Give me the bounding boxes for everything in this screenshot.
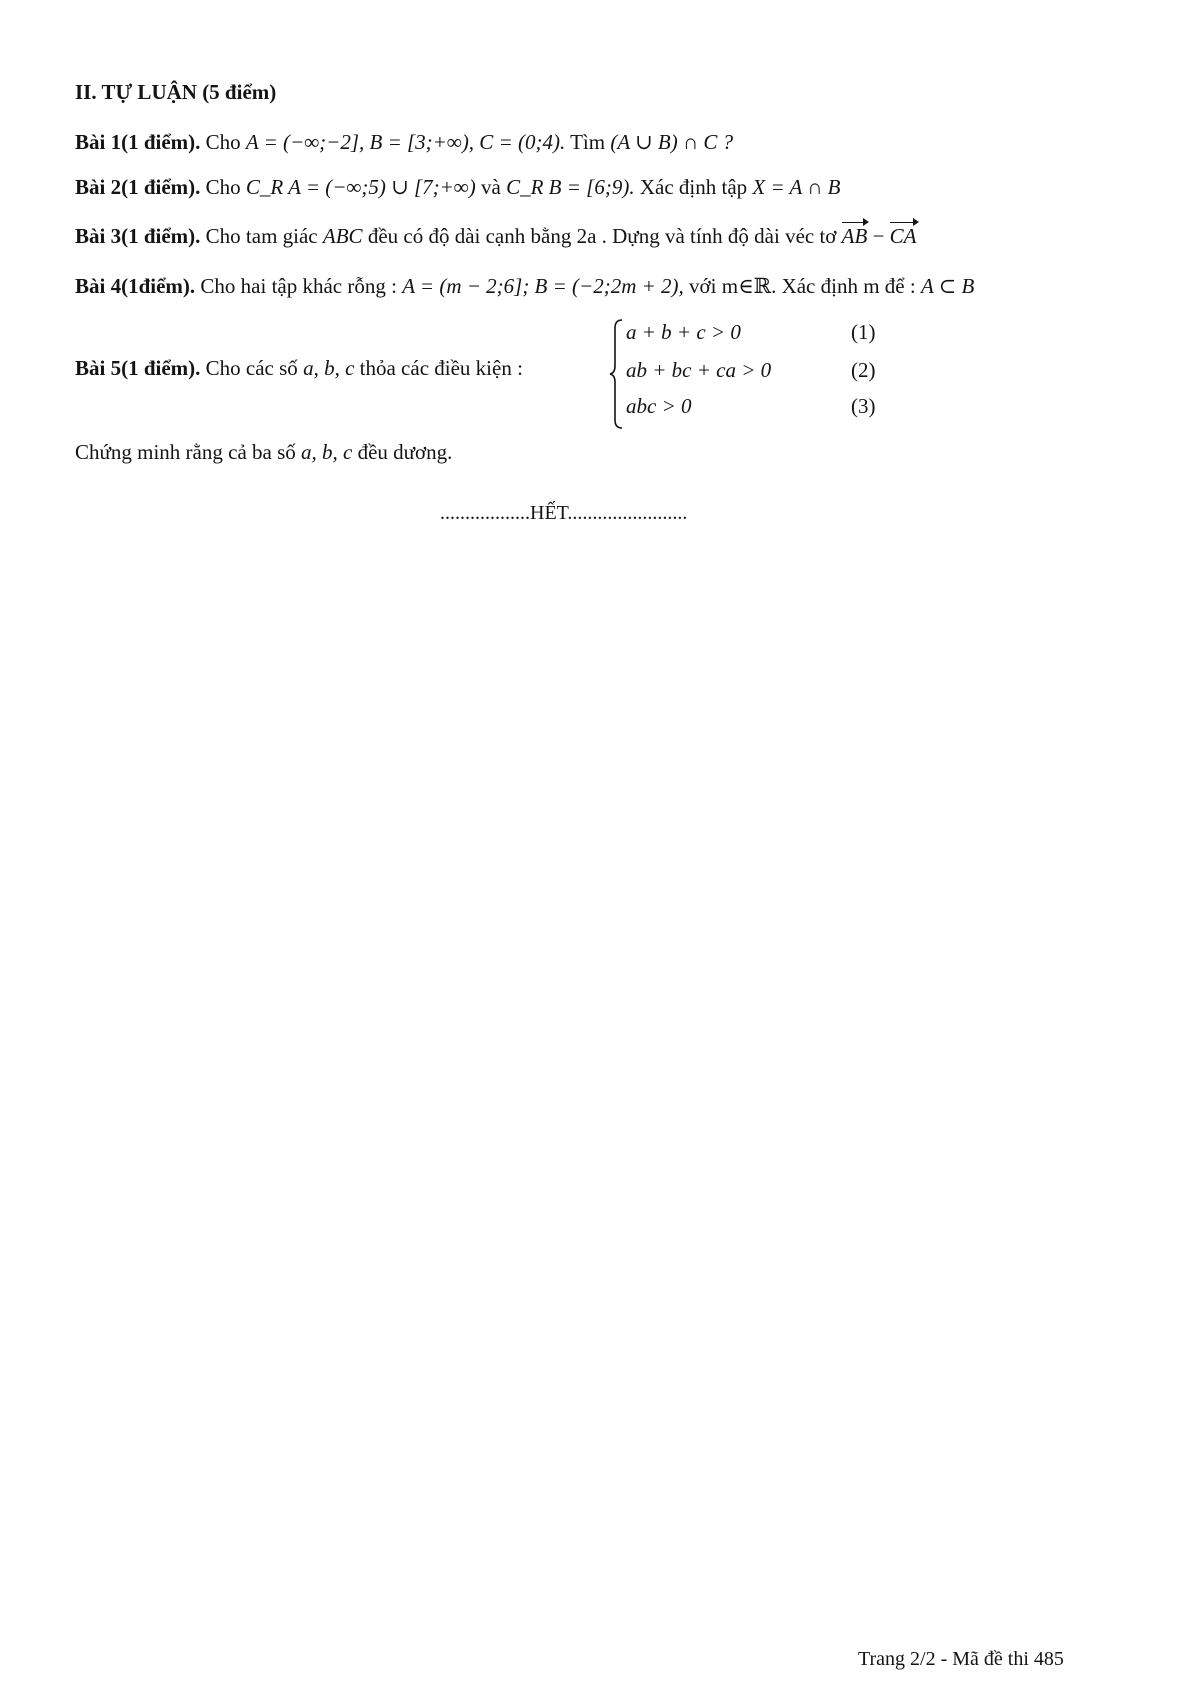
conclusion-text: Chứng minh rằng cả ba số [75, 440, 296, 464]
problem-4-condition: với m∈ℝ. Xác định m để : [689, 274, 916, 298]
problem-4-label: Bài 4(1điểm). [75, 274, 196, 298]
problem-2-complement-a: C_R A = (−∞;5) ∪ [7;+∞) [245, 175, 476, 199]
problem-2-expression: X = A ∩ B [752, 175, 841, 199]
problem-3-description: đều có độ dài cạnh bằng 2a . Dựng và tính độ dài véc tơ [367, 224, 837, 248]
problem-3-text: Cho tam giác [205, 224, 318, 248]
problem-3 [75, 222, 917, 249]
minus-sign: − [872, 224, 885, 248]
problem-2-label: Bài 2(1 điểm). [75, 175, 201, 199]
vector-ca: CA [889, 224, 917, 248]
problem-1-text: Cho [205, 130, 241, 154]
problem-5 [75, 356, 523, 381]
end-mark: ..................HẾT........................ [440, 502, 688, 524]
section-title: II. TỰ LUẬN (5 điểm) [75, 80, 277, 104]
problem-1-label: Bài 1(1 điểm). [75, 130, 201, 154]
problem-4-subset: A ⊂ B [920, 274, 975, 298]
problem-1-sets: A = (−∞;−2], B = [3;+∞), C = (0;4). [245, 130, 566, 154]
condition-2-number: (2) [851, 358, 876, 382]
problem-3-triangle: ABC [322, 224, 363, 248]
problem-4-text: Cho hai tập khác rỗng : [200, 274, 397, 298]
condition-1-number: (1) [851, 320, 876, 344]
problem-5-label: Bài 5(1 điểm). [75, 356, 201, 380]
problem-1-find: Tìm [570, 130, 606, 154]
problem-4 [75, 274, 974, 299]
condition-1-expr: a + b + c > 0 [626, 320, 741, 344]
problem-1 [75, 130, 733, 155]
brace-icon [608, 318, 624, 430]
problem-2-determine: Xác định tập [639, 175, 748, 199]
condition-system [608, 318, 878, 430]
page-footer: Trang 2/2 - Mã đề thi 485 [858, 1648, 1064, 1670]
problem-5-vars: a, b, c [303, 356, 355, 380]
problem-3-label: Bài 3(1 điểm). [75, 224, 201, 248]
condition-3-expr: abc > 0 [626, 394, 692, 418]
condition-2-expr: ab + bc + ca > 0 [626, 358, 772, 382]
problem-4-sets: A = (m − 2;6]; B = (−2;2m + 2), [402, 274, 684, 298]
conclusion-vars: a, b, c [301, 440, 353, 464]
problem-5-conditions-intro: thỏa các điều kiện : [359, 356, 523, 380]
condition-3 [626, 394, 876, 419]
condition-3-number: (3) [851, 394, 876, 418]
problem-2 [75, 175, 840, 200]
problem-2-text: Cho [205, 175, 241, 199]
condition-1 [626, 320, 876, 345]
problem-2-and: và [481, 175, 501, 199]
problem-1-expression: (A ∪ B) ∩ C ? [610, 130, 734, 154]
problem-2-complement-b: C_R B = [6;9). [506, 175, 635, 199]
condition-2 [626, 358, 876, 383]
problem-5-text: Cho các số [205, 356, 298, 380]
problem-5-conclusion [75, 440, 452, 465]
vector-ab: AB [841, 224, 868, 248]
conclusion-end: đều dương. [357, 440, 453, 464]
